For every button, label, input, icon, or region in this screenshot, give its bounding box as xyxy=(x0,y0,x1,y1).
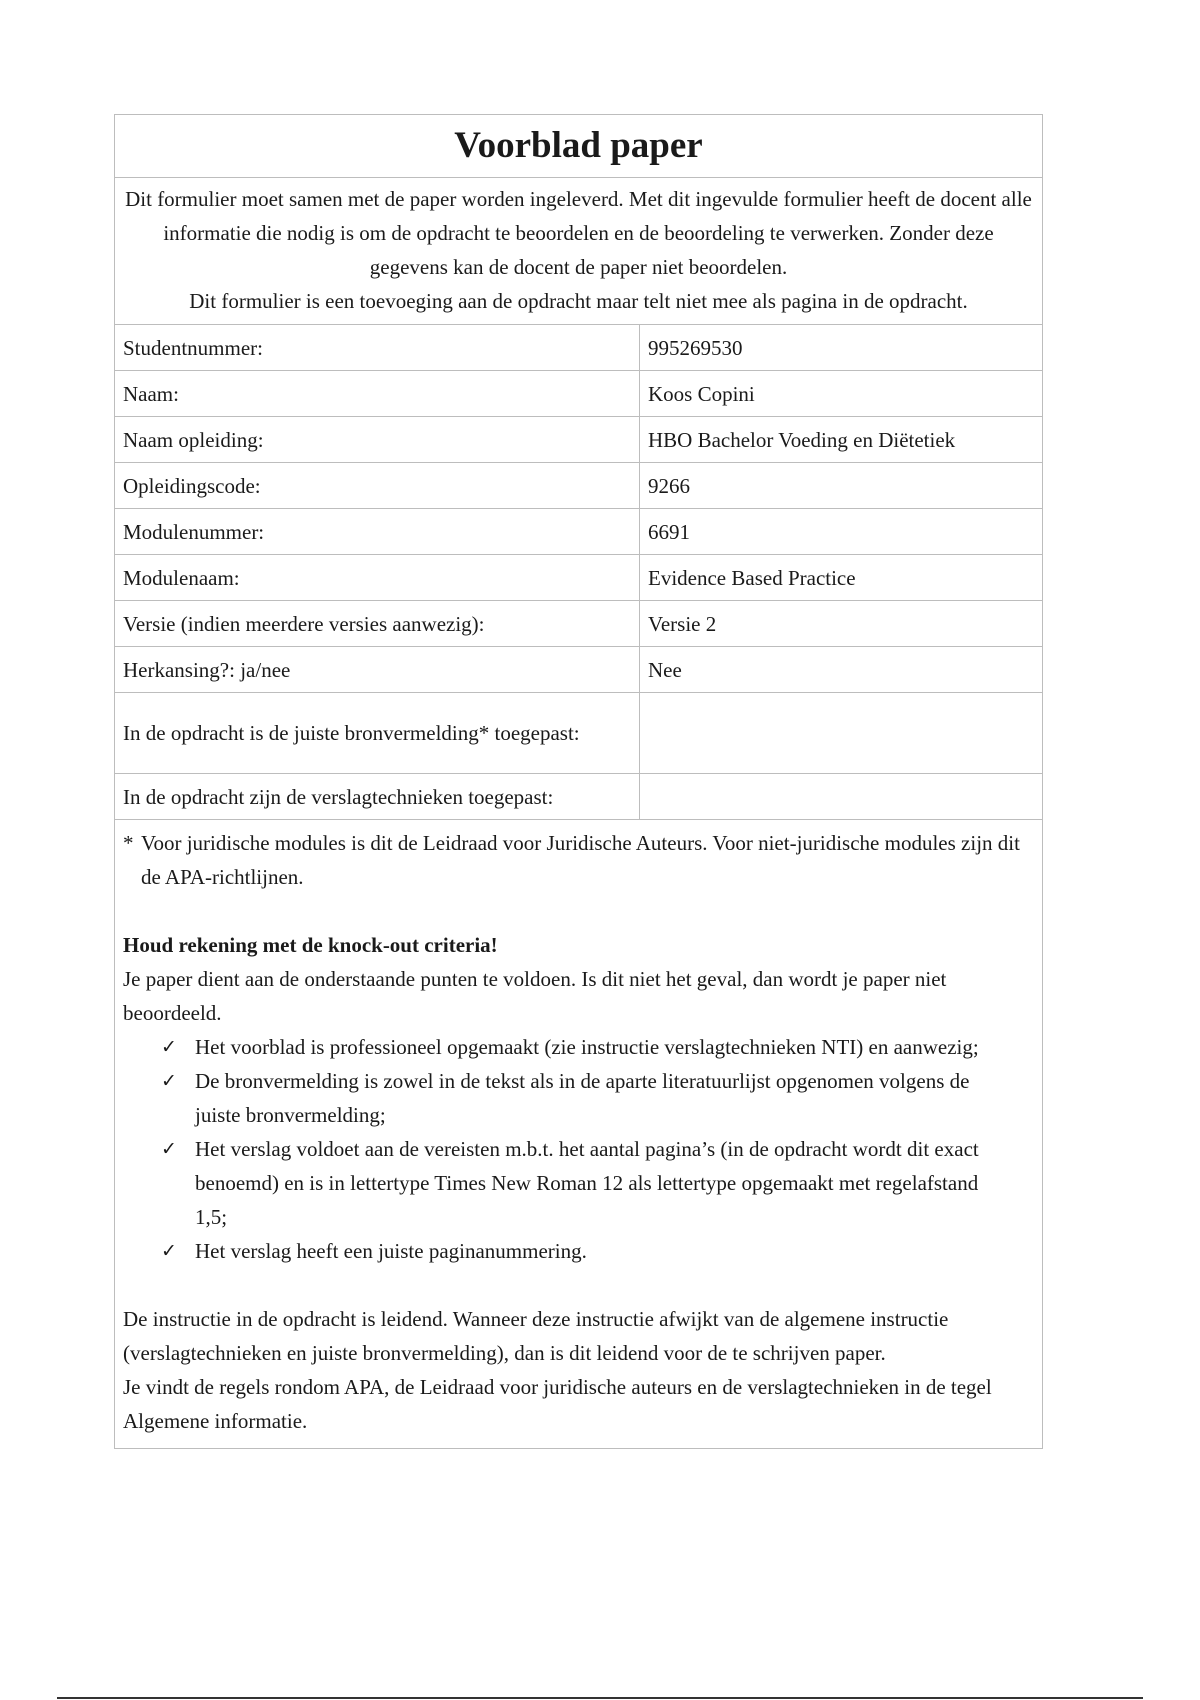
field-value-naam[interactable]: Koos Copini xyxy=(640,371,1043,417)
field-label-verslagtechnieken: In de opdracht zijn de verslagtechnieken toegepast: xyxy=(115,774,640,820)
table-row xyxy=(115,463,1042,509)
knockout-criteria-list xyxy=(123,1030,1034,1268)
table-row xyxy=(115,601,1042,647)
intro-text xyxy=(115,178,1042,325)
field-value-verslagtechnieken[interactable] xyxy=(640,774,1043,820)
list-item xyxy=(161,1132,1034,1234)
field-label-herkansing: Herkansing?: ja/nee xyxy=(115,647,640,693)
table-row xyxy=(115,693,1042,774)
field-value-modulenummer[interactable]: 6691 xyxy=(640,509,1043,555)
checkmark-icon: ✓ xyxy=(161,1240,177,1262)
table-row xyxy=(115,509,1042,555)
field-label-modulenummer: Modulenummer: xyxy=(115,509,640,555)
field-label-naam-opleiding: Naam opleiding: xyxy=(115,417,640,463)
footer-divider xyxy=(57,1697,1143,1699)
field-label-naam: Naam: xyxy=(115,371,640,417)
field-value-bronvermelding[interactable] xyxy=(640,693,1043,774)
instructions-section xyxy=(115,820,1042,1448)
field-value-naam-opleiding[interactable]: HBO Bachelor Voeding en Diëtetiek xyxy=(640,417,1043,463)
table-row xyxy=(115,774,1042,820)
page-title: Voorblad paper xyxy=(115,115,1042,178)
checkmark-icon: ✓ xyxy=(161,1138,177,1160)
intro-paragraph: Dit formulier is een toevoeging aan de opdracht maar telt niet mee als pagina in de opdracht. xyxy=(189,289,968,313)
knockout-heading: Houd rekening met de knock-out criteria! xyxy=(123,933,498,957)
field-label-modulenaam: Modulenaam: xyxy=(115,555,640,601)
table-row xyxy=(115,325,1042,371)
student-info-table xyxy=(115,325,1042,820)
closing-paragraph: De instructie in de opdracht is leidend. Wanneer deze instructie afwijkt van de algemene instructie (verslagtechnieken en juiste bronvermelding), dan is dit leidend voor de te schrijven paper. xyxy=(123,1307,949,1365)
footnote-marker: * xyxy=(123,831,134,855)
field-value-versie[interactable]: Versie 2 xyxy=(640,601,1043,647)
table-row xyxy=(115,647,1042,693)
field-value-studentnummer[interactable]: 995269530 xyxy=(640,325,1043,371)
table-row xyxy=(115,371,1042,417)
field-value-herkansing[interactable]: Nee xyxy=(640,647,1043,693)
checkmark-icon: ✓ xyxy=(161,1036,177,1058)
intro-paragraph: Dit formulier moet samen met de paper worden ingeleverd. Met dit ingevulde formulier heeft de docent alle informatie die nodig is om de opdracht te beoordelen en de beoordeling te verwerken. Zonder deze gegevens kan de docent de paper niet beoordelen. xyxy=(125,187,1032,279)
field-label-versie: Versie (indien meerdere versies aanwezig): xyxy=(115,601,640,647)
field-label-bronvermelding: In de opdracht is de juiste bronvermelding* toegepast: xyxy=(115,693,640,774)
knockout-intro: Je paper dient aan de onderstaande punten te voldoen. Is dit niet het geval, dan wordt je paper niet beoordeeld. xyxy=(123,967,947,1025)
closing-text xyxy=(123,1302,1034,1438)
footnote xyxy=(123,826,1034,894)
criterion-text: Het verslag heeft een juiste paginanummering. xyxy=(195,1239,587,1263)
list-item xyxy=(161,1030,1034,1064)
list-item xyxy=(161,1234,1034,1268)
field-value-opleidingscode[interactable]: 9266 xyxy=(640,463,1043,509)
closing-paragraph: Je vindt de regels rondom APA, de Leidraad voor juridische auteurs en de verslagtechnieken in de tegel Algemene informatie. xyxy=(123,1375,992,1433)
field-label-opleidingscode: Opleidingscode: xyxy=(115,463,640,509)
table-row xyxy=(115,555,1042,601)
field-label-studentnummer: Studentnummer: xyxy=(115,325,640,371)
table-row xyxy=(115,417,1042,463)
criterion-text: Het voorblad is professioneel opgemaakt (zie instructie verslagtechnieken NTI) en aanwezig; xyxy=(195,1035,979,1059)
criterion-text: De bronvermelding is zowel in de tekst als in de aparte literatuurlijst opgenomen volgens de juiste bronvermelding; xyxy=(195,1069,970,1127)
footnote-text: Voor juridische modules is dit de Leidraad voor Juridische Auteurs. Voor niet-juridische modules zijn dit de APA-richtlijnen. xyxy=(141,831,1020,889)
cover-sheet-form xyxy=(114,114,1043,1449)
criterion-text: Het verslag voldoet aan de vereisten m.b.t. het aantal pagina’s (in de opdracht wordt dit exact benoemd) en is in lettertype Times New Roman 12 als lettertype opgemaakt met regelafstand 1,5; xyxy=(195,1137,979,1229)
checkmark-icon: ✓ xyxy=(161,1070,177,1092)
field-value-modulenaam[interactable]: Evidence Based Practice xyxy=(640,555,1043,601)
list-item xyxy=(161,1064,1034,1132)
